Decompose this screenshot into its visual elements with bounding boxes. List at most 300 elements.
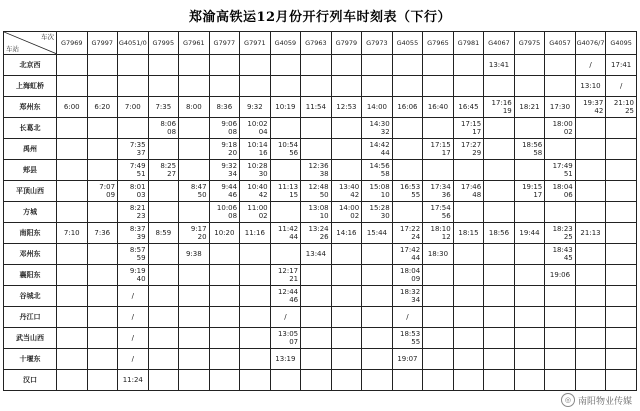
time-cell — [392, 118, 423, 139]
time-cell: 6:00 — [57, 97, 88, 118]
time-cell — [57, 286, 88, 307]
time-cell: 8:00 — [179, 97, 210, 118]
time-cell: 11:42 44 — [270, 223, 301, 244]
time-cell: 12:53 — [331, 97, 362, 118]
time-cell — [87, 349, 118, 370]
time-cell — [179, 118, 210, 139]
time-cell — [87, 244, 118, 265]
station-row — [4, 370, 637, 391]
time-cell — [209, 265, 240, 286]
time-cell: 12:17 21 — [270, 265, 301, 286]
time-cell: 16:06 — [392, 97, 423, 118]
time-cell: / — [118, 286, 149, 307]
time-cell: 9:19 40 — [118, 265, 149, 286]
time-cell: 18:56 — [484, 223, 515, 244]
time-cell: 9:32 34 — [209, 160, 240, 181]
time-cell — [362, 265, 393, 286]
time-cell: 13:05 07 — [270, 328, 301, 349]
time-cell — [331, 328, 362, 349]
time-cell: 7:07 09 — [87, 181, 118, 202]
time-cell — [57, 118, 88, 139]
time-cell — [57, 328, 88, 349]
time-cell — [179, 349, 210, 370]
time-cell — [453, 202, 484, 223]
time-cell — [331, 244, 362, 265]
time-cell: 11:24 — [118, 370, 149, 391]
time-cell — [484, 160, 515, 181]
time-cell: 15:44 — [362, 223, 393, 244]
time-cell — [514, 328, 545, 349]
time-cell — [484, 349, 515, 370]
time-cell: 19:15 17 — [514, 181, 545, 202]
time-cell: 19:44 — [514, 223, 545, 244]
train-header-cell: G7977 — [209, 32, 240, 55]
time-cell — [453, 370, 484, 391]
time-cell — [423, 55, 454, 76]
time-cell — [606, 160, 637, 181]
time-cell — [606, 328, 637, 349]
time-cell — [423, 286, 454, 307]
time-cell: 8:57 59 — [118, 244, 149, 265]
time-cell — [87, 286, 118, 307]
station-row — [4, 181, 637, 202]
watermark-logo-icon: ◎ — [561, 393, 575, 407]
station-row — [4, 349, 637, 370]
time-cell — [331, 160, 362, 181]
time-cell: 9:06 08 — [209, 118, 240, 139]
time-cell: 17:34 36 — [423, 181, 454, 202]
time-cell — [545, 139, 576, 160]
time-cell — [270, 118, 301, 139]
time-cell — [575, 118, 606, 139]
station-name: 平顶山西 — [4, 181, 57, 202]
time-cell: 16:53 55 — [392, 181, 423, 202]
station-name: 北京西 — [4, 55, 57, 76]
time-cell — [209, 370, 240, 391]
time-cell: 17:15 17 — [423, 139, 454, 160]
time-cell: 9:17 20 — [179, 223, 210, 244]
train-header-cell: G7997 — [87, 32, 118, 55]
time-cell: / — [118, 349, 149, 370]
time-cell: / — [575, 55, 606, 76]
time-cell — [57, 244, 88, 265]
time-cell: 18:43 45 — [545, 244, 576, 265]
time-cell: 8:37 39 — [118, 223, 149, 244]
time-cell — [301, 265, 332, 286]
time-cell: 15:28 30 — [362, 202, 393, 223]
time-cell: 8:47 50 — [179, 181, 210, 202]
time-cell — [362, 244, 393, 265]
train-header-cell: G4059 — [270, 32, 301, 55]
station-row — [4, 202, 637, 223]
time-cell: 18:30 — [423, 244, 454, 265]
time-cell: 8:25 27 — [148, 160, 179, 181]
time-cell — [392, 160, 423, 181]
station-name: 十堰东 — [4, 349, 57, 370]
time-cell: 7:35 — [148, 97, 179, 118]
time-cell — [118, 76, 149, 97]
time-cell — [301, 139, 332, 160]
station-name: 谷城北 — [4, 286, 57, 307]
station-row — [4, 307, 637, 328]
time-cell: 17:22 24 — [392, 223, 423, 244]
time-cell — [362, 349, 393, 370]
time-cell — [514, 370, 545, 391]
train-header-cell: G4067 — [484, 32, 515, 55]
time-cell — [57, 349, 88, 370]
time-cell — [545, 328, 576, 349]
time-cell — [87, 55, 118, 76]
time-cell: 18:10 12 — [423, 223, 454, 244]
station-row — [4, 286, 637, 307]
station-name: 丹江口 — [4, 307, 57, 328]
time-cell: 18:15 — [453, 223, 484, 244]
time-cell — [514, 118, 545, 139]
time-cell — [575, 307, 606, 328]
time-cell — [331, 349, 362, 370]
time-cell — [362, 55, 393, 76]
time-cell: 18:53 55 — [392, 328, 423, 349]
time-cell — [545, 307, 576, 328]
train-header-cell: G4051/0 — [118, 32, 149, 55]
time-cell — [301, 76, 332, 97]
time-cell: 8:06 08 — [148, 118, 179, 139]
time-cell: 19:06 — [545, 265, 576, 286]
train-header-cell: G7981 — [453, 32, 484, 55]
time-cell: / — [392, 307, 423, 328]
time-cell — [148, 265, 179, 286]
timetable — [3, 31, 637, 391]
time-cell: 11:13 15 — [270, 181, 301, 202]
station-name: 襄阳东 — [4, 265, 57, 286]
time-cell — [606, 118, 637, 139]
time-cell: 16:40 — [423, 97, 454, 118]
time-cell: 13:24 26 — [301, 223, 332, 244]
station-row — [4, 55, 637, 76]
time-cell — [545, 349, 576, 370]
time-cell — [87, 202, 118, 223]
time-cell: 13:40 42 — [331, 181, 362, 202]
train-header-cell: G7961 — [179, 32, 210, 55]
time-cell — [301, 118, 332, 139]
time-cell — [57, 139, 88, 160]
time-cell — [331, 55, 362, 76]
time-cell — [514, 76, 545, 97]
time-cell — [148, 139, 179, 160]
time-cell — [331, 286, 362, 307]
time-cell — [392, 76, 423, 97]
time-cell: 18:23 25 — [545, 223, 576, 244]
time-cell: 11:16 — [240, 223, 271, 244]
time-cell: 11:00 02 — [240, 202, 271, 223]
time-cell — [240, 370, 271, 391]
time-cell — [423, 349, 454, 370]
time-cell — [514, 307, 545, 328]
time-cell — [575, 349, 606, 370]
station-name: 邓州东 — [4, 244, 57, 265]
time-cell — [118, 118, 149, 139]
time-cell — [453, 328, 484, 349]
station-row — [4, 160, 637, 181]
train-header-cell: G7963 — [301, 32, 332, 55]
station-name: 汉口 — [4, 370, 57, 391]
time-cell: 7:00 — [118, 97, 149, 118]
time-cell — [57, 307, 88, 328]
time-cell — [514, 55, 545, 76]
time-cell: / — [270, 307, 301, 328]
time-cell — [575, 265, 606, 286]
time-cell: 18:21 — [514, 97, 545, 118]
time-cell: 15:08 10 — [362, 181, 393, 202]
time-cell: 13:19 — [270, 349, 301, 370]
time-cell — [209, 244, 240, 265]
time-cell: 7:49 51 — [118, 160, 149, 181]
time-cell: 18:56 58 — [514, 139, 545, 160]
time-cell — [484, 370, 515, 391]
station-row — [4, 244, 637, 265]
time-cell — [240, 307, 271, 328]
time-cell — [87, 328, 118, 349]
station-row — [4, 223, 637, 244]
time-cell — [209, 349, 240, 370]
time-cell — [514, 349, 545, 370]
time-cell — [606, 181, 637, 202]
time-cell — [240, 76, 271, 97]
train-header-cell: G7973 — [362, 32, 393, 55]
time-cell — [484, 118, 515, 139]
time-cell: 6:20 — [87, 97, 118, 118]
time-cell — [575, 139, 606, 160]
time-cell — [575, 181, 606, 202]
time-cell: 10:19 — [270, 97, 301, 118]
time-cell — [575, 202, 606, 223]
time-cell — [87, 118, 118, 139]
time-cell — [362, 286, 393, 307]
time-cell — [87, 307, 118, 328]
time-cell — [240, 328, 271, 349]
time-cell: 14:16 — [331, 223, 362, 244]
time-cell — [392, 55, 423, 76]
time-cell: 17:30 — [545, 97, 576, 118]
time-cell — [179, 55, 210, 76]
time-cell — [545, 76, 576, 97]
time-cell — [148, 76, 179, 97]
time-cell: 10:54 56 — [270, 139, 301, 160]
time-cell — [575, 328, 606, 349]
station-row — [4, 265, 637, 286]
time-cell — [148, 244, 179, 265]
time-cell: 16:45 — [453, 97, 484, 118]
time-cell — [148, 370, 179, 391]
time-cell — [87, 76, 118, 97]
time-cell — [484, 76, 515, 97]
station-name: 郑州东 — [4, 97, 57, 118]
time-cell: 9:44 46 — [209, 181, 240, 202]
station-row — [4, 139, 637, 160]
time-cell: 18:04 06 — [545, 181, 576, 202]
time-cell — [57, 265, 88, 286]
time-cell — [514, 265, 545, 286]
time-cell — [423, 160, 454, 181]
time-cell — [606, 139, 637, 160]
time-cell — [240, 244, 271, 265]
time-cell: 17:46 48 — [453, 181, 484, 202]
time-cell — [331, 307, 362, 328]
time-cell: 17:27 29 — [453, 139, 484, 160]
train-header-cell: G4055 — [392, 32, 423, 55]
time-cell — [270, 202, 301, 223]
time-cell — [148, 286, 179, 307]
time-cell: 11:54 — [301, 97, 332, 118]
time-cell — [118, 55, 149, 76]
time-cell — [423, 118, 454, 139]
time-cell: 9:18 20 — [209, 139, 240, 160]
watermark-text: 南阳物业传媒 — [577, 396, 632, 407]
time-cell: 8:59 — [148, 223, 179, 244]
time-cell — [240, 265, 271, 286]
train-header-cell: G7995 — [148, 32, 179, 55]
time-cell: 21:13 — [575, 223, 606, 244]
time-cell — [606, 223, 637, 244]
time-cell: 17:15 17 — [453, 118, 484, 139]
time-cell: 10:40 42 — [240, 181, 271, 202]
train-header-cell: G7971 — [240, 32, 271, 55]
time-cell: 17:49 51 — [545, 160, 576, 181]
time-cell — [57, 55, 88, 76]
time-cell — [301, 328, 332, 349]
station-name: 长葛北 — [4, 118, 57, 139]
time-cell — [301, 370, 332, 391]
time-cell: 18:04 09 — [392, 265, 423, 286]
time-cell — [240, 286, 271, 307]
time-cell — [87, 160, 118, 181]
time-cell: / — [606, 76, 637, 97]
time-cell — [57, 160, 88, 181]
time-cell — [362, 307, 393, 328]
time-cell — [575, 244, 606, 265]
train-header-cell: G7979 — [331, 32, 362, 55]
time-cell: 8:21 23 — [118, 202, 149, 223]
time-cell — [331, 118, 362, 139]
time-cell: 9:32 — [240, 97, 271, 118]
header-station-label: 车站 — [6, 45, 19, 53]
time-cell — [575, 370, 606, 391]
time-cell — [545, 286, 576, 307]
time-cell — [392, 370, 423, 391]
time-cell — [484, 286, 515, 307]
time-cell — [606, 202, 637, 223]
time-cell — [179, 160, 210, 181]
time-cell — [484, 244, 515, 265]
train-header-cell: G4076/7 — [575, 32, 606, 55]
header-row — [4, 32, 637, 55]
time-cell: / — [118, 307, 149, 328]
time-cell: 14:00 02 — [331, 202, 362, 223]
time-cell — [270, 370, 301, 391]
station-name: 郏县 — [4, 160, 57, 181]
time-cell — [301, 349, 332, 370]
time-cell — [148, 307, 179, 328]
time-cell — [148, 349, 179, 370]
time-cell — [331, 265, 362, 286]
time-cell — [331, 139, 362, 160]
time-cell — [453, 349, 484, 370]
time-cell: 13:10 — [575, 76, 606, 97]
time-cell: 7:36 — [87, 223, 118, 244]
time-cell — [575, 160, 606, 181]
time-cell — [484, 202, 515, 223]
time-cell — [331, 76, 362, 97]
time-cell: 18:32 34 — [392, 286, 423, 307]
time-cell — [209, 307, 240, 328]
time-cell — [423, 328, 454, 349]
time-cell: 12:48 50 — [301, 181, 332, 202]
time-cell — [453, 55, 484, 76]
time-cell — [87, 370, 118, 391]
station-row — [4, 118, 637, 139]
time-cell: 14:56 58 — [362, 160, 393, 181]
time-cell: 7:10 — [57, 223, 88, 244]
time-cell: 14:42 44 — [362, 139, 393, 160]
time-cell — [423, 265, 454, 286]
time-cell — [392, 139, 423, 160]
time-cell — [57, 202, 88, 223]
time-cell: 17:42 44 — [392, 244, 423, 265]
time-cell — [514, 202, 545, 223]
time-cell — [270, 160, 301, 181]
time-cell — [484, 307, 515, 328]
time-cell: 13:41 — [484, 55, 515, 76]
time-cell: 10:06 08 — [209, 202, 240, 223]
time-cell: 13:44 — [301, 244, 332, 265]
time-cell — [209, 328, 240, 349]
time-cell — [514, 244, 545, 265]
time-cell — [545, 55, 576, 76]
time-cell — [331, 370, 362, 391]
time-cell: 8:36 — [209, 97, 240, 118]
station-row — [4, 328, 637, 349]
time-cell: 10:14 16 — [240, 139, 271, 160]
time-cell — [362, 370, 393, 391]
time-cell: 10:20 — [209, 223, 240, 244]
time-cell — [301, 307, 332, 328]
time-cell: 19:37 42 — [575, 97, 606, 118]
time-cell — [453, 307, 484, 328]
time-cell — [57, 76, 88, 97]
time-cell — [209, 55, 240, 76]
time-cell: 7:35 37 — [118, 139, 149, 160]
time-cell — [575, 286, 606, 307]
train-header-cell: G4057 — [545, 32, 576, 55]
time-cell: 17:16 19 — [484, 97, 515, 118]
time-cell — [57, 181, 88, 202]
time-cell — [301, 286, 332, 307]
time-cell — [57, 370, 88, 391]
time-cell: 10:28 30 — [240, 160, 271, 181]
station-row — [4, 97, 637, 118]
time-cell — [453, 244, 484, 265]
time-cell — [453, 265, 484, 286]
time-cell — [87, 139, 118, 160]
time-cell — [209, 286, 240, 307]
train-header-cell: G7969 — [57, 32, 88, 55]
time-cell: 14:30 32 — [362, 118, 393, 139]
time-cell — [545, 370, 576, 391]
time-cell — [423, 307, 454, 328]
train-header-cell: G7965 — [423, 32, 454, 55]
time-cell: 13:08 10 — [301, 202, 332, 223]
time-cell: 17:41 — [606, 55, 637, 76]
